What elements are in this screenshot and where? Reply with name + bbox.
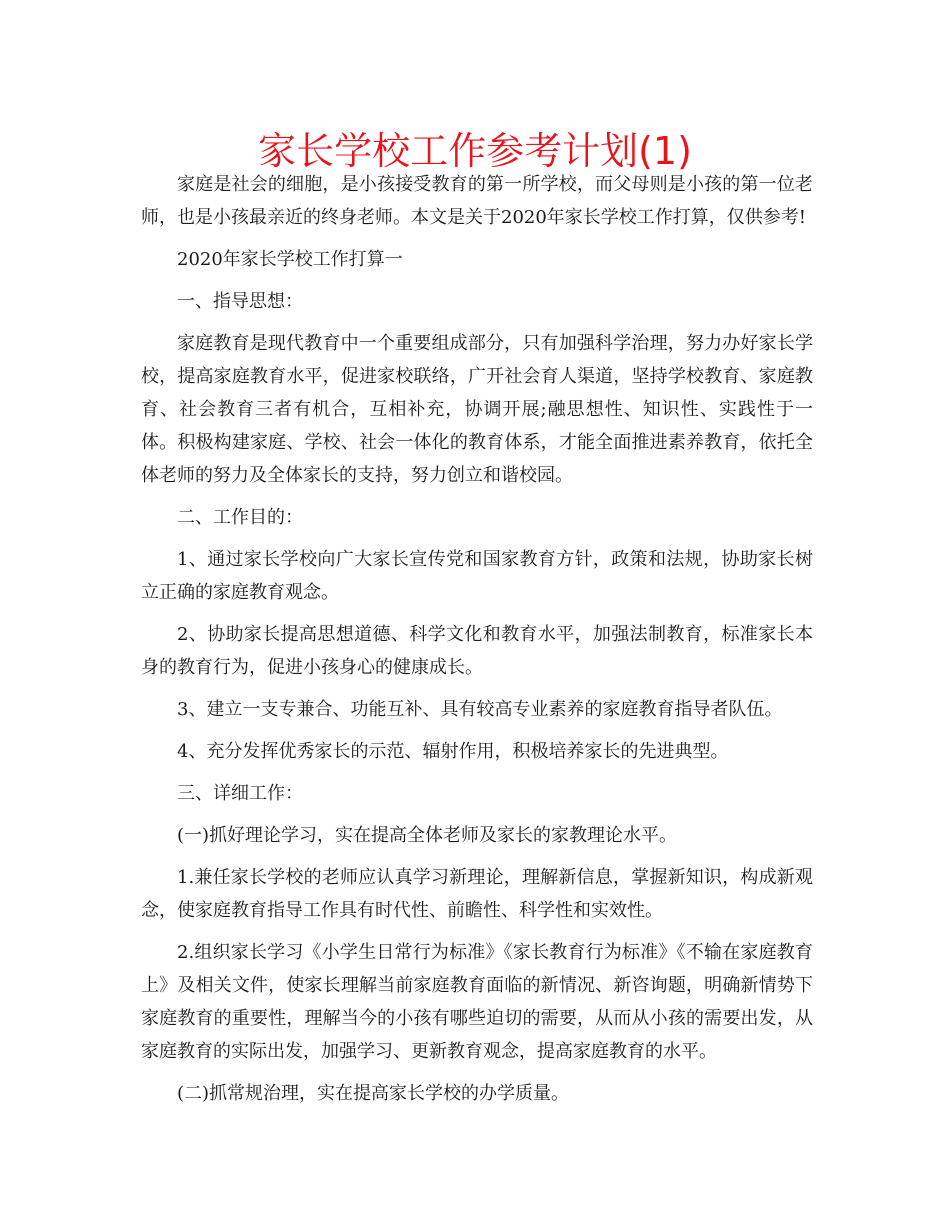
- subsection-heading-theory-study: (一)抓好理论学习，实在提高全体老师及家长的家教理论水平。: [177, 825, 678, 846]
- document-body: [141, 168, 813, 1110]
- list-item-theory-1: 1.兼任家长学校的老师应认真学习新理论，理解新信息，掌握新知识，构成新观念，使家庭教育指导工作具有时代性、前瞻性、科学性和实效性。: [141, 867, 813, 921]
- section-heading-guiding-thought: 一、指导思想：: [177, 291, 303, 312]
- paragraph-guiding-thought: 家庭教育是现代教育中一个重要组成部分，只有加强科学治理，努力办好家长学校，提高家庭教育水平，促进家校联络，广开社会育人渠道，坚持学校教育、家庭教育、社会教育三者有机合，互相补充，协调开展;融思想性、知识性、实践性于一体。积极构建家庭、学校、社会一体化的教育体系，才能全面推进素养教育，依托全体老师的努力及全体家长的支持，努力创立和谐校园。: [141, 333, 813, 486]
- paragraph-intro: 家庭是社会的细胞，是小孩接受教育的第一所学校，而父母则是小孩的第一位老师，也是小孩最亲近的终身老师。本文是关于2020年家长学校工作打算，仅供参考!: [141, 174, 813, 228]
- list-item-goal-1: 1、通过家长学校向广大家长宣传党和国家教育方针，政策和法规，协助家长树立正确的家庭教育观念。: [141, 549, 813, 603]
- section-heading-detailed-work: 三、详细工作：: [177, 783, 303, 804]
- subsection-heading-routine-management: (二)抓常规治理，实在提高家长学校的办学质量。: [177, 1083, 570, 1104]
- list-item-theory-2: 2.组织家长学习《小学生日常行为标准》《家长教育行为标准》《不输在家庭教育上》及相关文件，使家长理解当前家庭教育面临的新情况、新咨询题，明确新情势下家庭教育的重要性，理解当今的小孩有哪些迫切的需要，从而从小孩的需要出发，从家庭教育的实际出发，加强学习、更新教育观念，提高家庭教育的水平。: [141, 942, 813, 1062]
- list-item-goal-2: 2、协助家长提高思想道德、科学文化和教育水平，加强法制教育，标准家长本身的教育行为，促进小孩身心的健康成长。: [141, 624, 813, 678]
- list-item-goal-3: 3、建立一支专兼合、功能互补、具有较高专业素养的家庭教育指导者队伍。: [177, 699, 783, 720]
- list-item-goal-4: 4、充分发挥优秀家长的示范、辐射作用，积极培养家长的先进典型。: [177, 741, 729, 762]
- paragraph-plan-heading: 2020年家长学校工作打算一: [177, 249, 403, 270]
- section-heading-work-goals: 二、工作目的：: [177, 507, 303, 528]
- document-title: 家长学校工作参考计划(1): [258, 129, 692, 173]
